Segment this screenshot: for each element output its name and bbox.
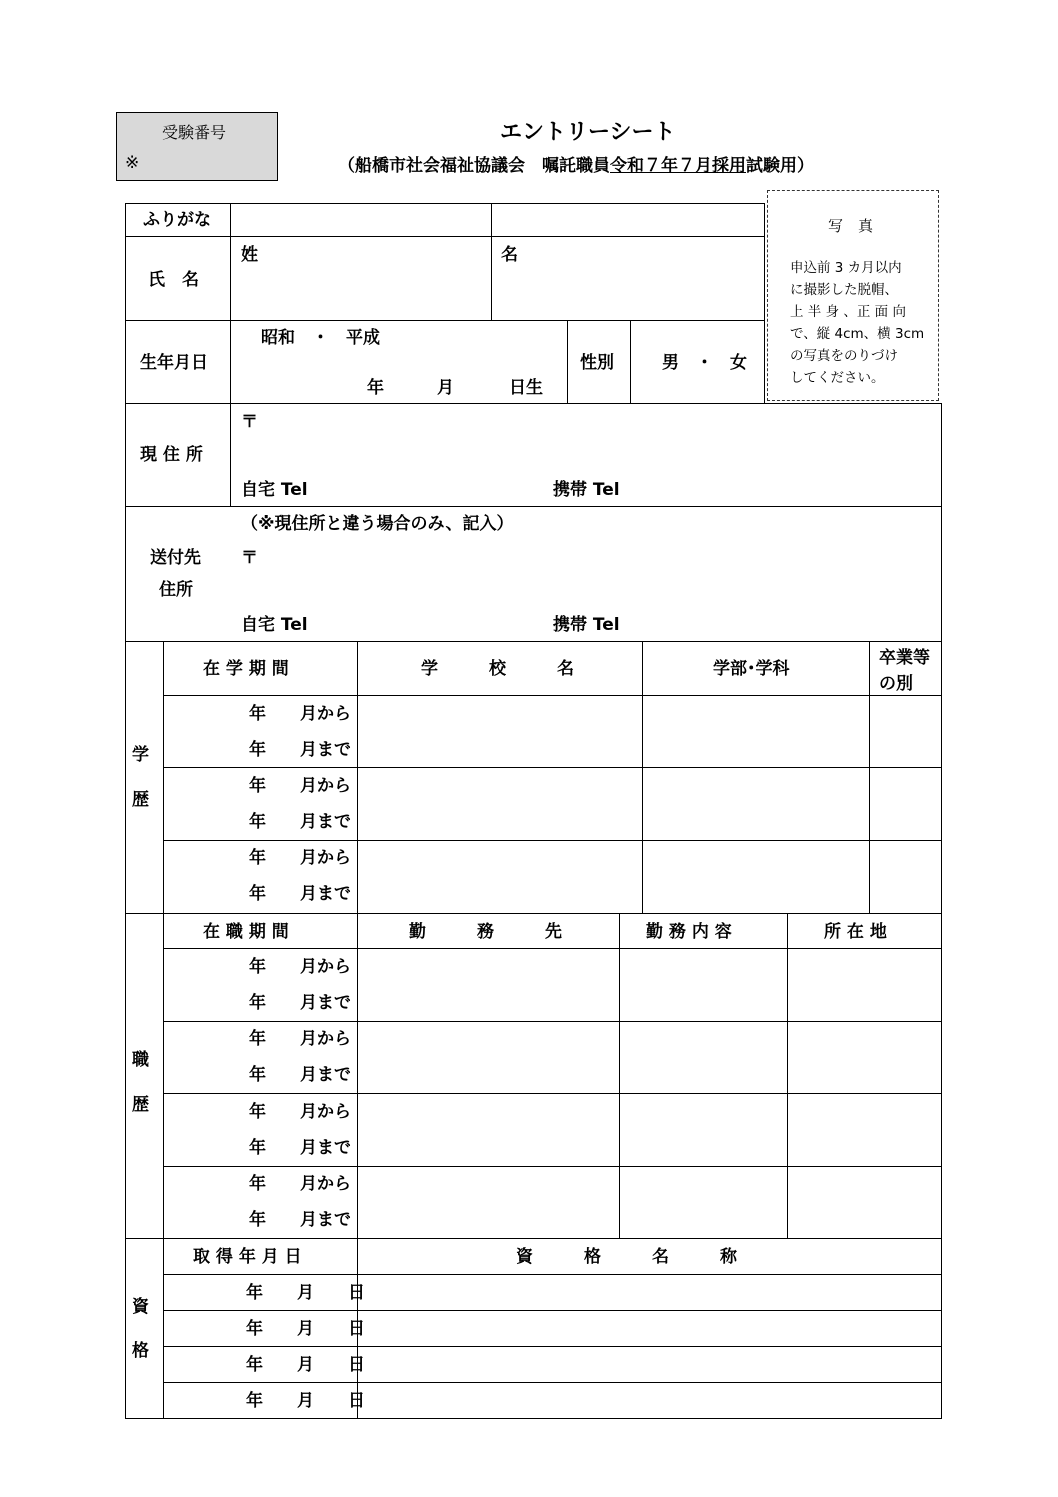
photo-line: の写真をのりづけ: [790, 348, 898, 364]
birthdate-label: 生年月日: [140, 353, 208, 373]
qualification-date-label: 年 月 日: [246, 1355, 365, 1375]
employment-from-label: 年 月から: [249, 957, 351, 977]
education-faculty-field[interactable]: [644, 697, 868, 911]
postal-mark: 〒: [241, 548, 258, 568]
mobile-tel-label: 携帯 Tel: [553, 480, 620, 500]
col-line: [619, 913, 620, 1238]
education-period-header: 在 学 期 間: [203, 659, 289, 679]
education-from-label: 年 月から: [249, 776, 351, 796]
furigana-label: ふりがな: [143, 210, 211, 230]
education-school-field[interactable]: [359, 697, 641, 911]
current-address-label: 現 住 所: [140, 445, 203, 465]
col-line: [163, 641, 164, 1418]
qualification-date-label: 年 月 日: [246, 1319, 365, 1339]
exam-number-mark: ※: [125, 153, 140, 173]
employment-section-label-2: 歴: [132, 1095, 149, 1115]
employment-period-header: 在 職 期 間: [203, 922, 289, 942]
col-line: [567, 320, 568, 403]
col-line: [491, 203, 492, 320]
photo-line: に撮影した脱帽、: [790, 282, 898, 298]
given-name-field[interactable]: [493, 238, 763, 319]
qualification-name-header: 資 格 名 称: [516, 1247, 737, 1267]
home-tel-label: 自宅 Tel: [241, 480, 308, 500]
row-line: [163, 695, 942, 696]
name-label: 氏 名: [148, 270, 199, 290]
border-right: [941, 403, 942, 1419]
postal-mark: 〒: [241, 412, 258, 432]
row-line: [163, 1274, 942, 1275]
employment-from-label: 年 月から: [249, 1174, 351, 1194]
col-line: [642, 641, 643, 913]
employment-to-label: 年 月まで: [249, 1065, 351, 1085]
education-to-label: 年 月まで: [249, 740, 351, 760]
employment-duties-header: 勤 務 内 容: [646, 922, 732, 942]
era-options: 昭和 ・ 平成: [261, 328, 380, 348]
employment-to-label: 年 月まで: [249, 1210, 351, 1230]
education-graduation-field[interactable]: [871, 697, 940, 911]
employment-employer-field[interactable]: [359, 950, 618, 1237]
row-line: [125, 203, 765, 204]
col-line: [630, 320, 631, 403]
qualification-section-label: 資: [132, 1297, 149, 1317]
photo-box: [767, 190, 939, 401]
row-line: [125, 320, 765, 321]
year-unit: 年: [367, 378, 384, 398]
photo-line: 上 半 身 、正 面 向: [790, 304, 906, 320]
mobile-tel-label: 携帯 Tel: [553, 615, 620, 635]
exam-number-label: 受験番号: [162, 123, 227, 142]
mailing-address-label-2: 住所: [159, 580, 193, 600]
education-to-label: 年 月まで: [249, 812, 351, 832]
education-faculty-header: 学部･学科: [713, 659, 790, 679]
employment-location-field[interactable]: [789, 950, 940, 1237]
education-graduation-header-2: の別: [879, 674, 913, 694]
photo-instructions: [790, 257, 924, 389]
education-section-label-2: 歴: [132, 790, 149, 810]
qualification-name-field[interactable]: [359, 1276, 940, 1417]
photo-title: 写 真: [828, 217, 874, 235]
furigana-given-field[interactable]: [493, 205, 763, 235]
employment-duties-field[interactable]: [621, 950, 786, 1237]
row-line: [125, 641, 942, 642]
education-to-label: 年 月まで: [249, 884, 351, 904]
month-unit: 月: [437, 378, 454, 398]
mailing-note: （※現住所と違う場合のみ、記入）: [241, 514, 514, 534]
employment-from-label: 年 月から: [249, 1102, 351, 1122]
row-line: [125, 1238, 942, 1239]
row-line: [125, 236, 765, 237]
education-from-label: 年 月から: [249, 848, 351, 868]
photo-line: してください。: [790, 370, 885, 386]
surname-label: 姓: [241, 245, 258, 265]
furigana-surname-field[interactable]: [232, 205, 490, 235]
photo-line: で、縦 4cm、横 3cm: [790, 326, 925, 342]
education-graduation-header: 卒業等: [879, 648, 930, 668]
border-right-top: [764, 203, 765, 403]
employment-to-label: 年 月まで: [249, 1138, 351, 1158]
mailing-address-label: 送付先: [150, 548, 201, 568]
employment-location-header: 所 在 地: [824, 922, 887, 942]
employment-section-label: 職: [132, 1050, 149, 1070]
page-subtitle: [338, 151, 814, 176]
gender-options: 男 ・ 女: [662, 353, 747, 373]
border-bottom: [125, 1418, 942, 1419]
employment-from-label: 年 月から: [249, 1029, 351, 1049]
col-line: [869, 641, 870, 913]
row-line: [125, 403, 942, 404]
exam-number-box: [116, 112, 278, 181]
day-unit: 日生: [509, 378, 543, 398]
subtitle-suffix: 試験用）: [746, 156, 814, 176]
col-line: [230, 203, 231, 506]
gender-label: 性別: [580, 353, 614, 373]
surname-field[interactable]: [232, 238, 490, 319]
subtitle-underlined: 令和７年７月採用: [610, 156, 746, 176]
subtitle-prefix: （船橋市社会福祉協議会 嘱託職員: [338, 156, 610, 176]
employment-employer-header: 勤 務 先: [409, 922, 562, 942]
education-school-header: 学 校 名: [421, 659, 574, 679]
qualification-section-label-2: 格: [132, 1341, 149, 1361]
page-title: エントリーシート: [500, 120, 676, 145]
qualification-date-header: 取 得 年 月 日: [193, 1247, 302, 1267]
col-line: [787, 913, 788, 1238]
employment-to-label: 年 月まで: [249, 993, 351, 1013]
home-tel-label: 自宅 Tel: [241, 615, 308, 635]
given-name-label: 名: [501, 245, 518, 265]
border-left: [125, 203, 126, 1419]
row-line: [163, 948, 942, 949]
qualification-date-label: 年 月 日: [246, 1283, 365, 1303]
row-line: [125, 913, 942, 914]
education-from-label: 年 月から: [249, 704, 351, 724]
education-section-label: 学: [132, 745, 149, 765]
qualification-date-label: 年 月 日: [246, 1391, 365, 1411]
row-line: [125, 506, 942, 507]
photo-line: 申込前 3 カ月以内: [790, 260, 902, 276]
